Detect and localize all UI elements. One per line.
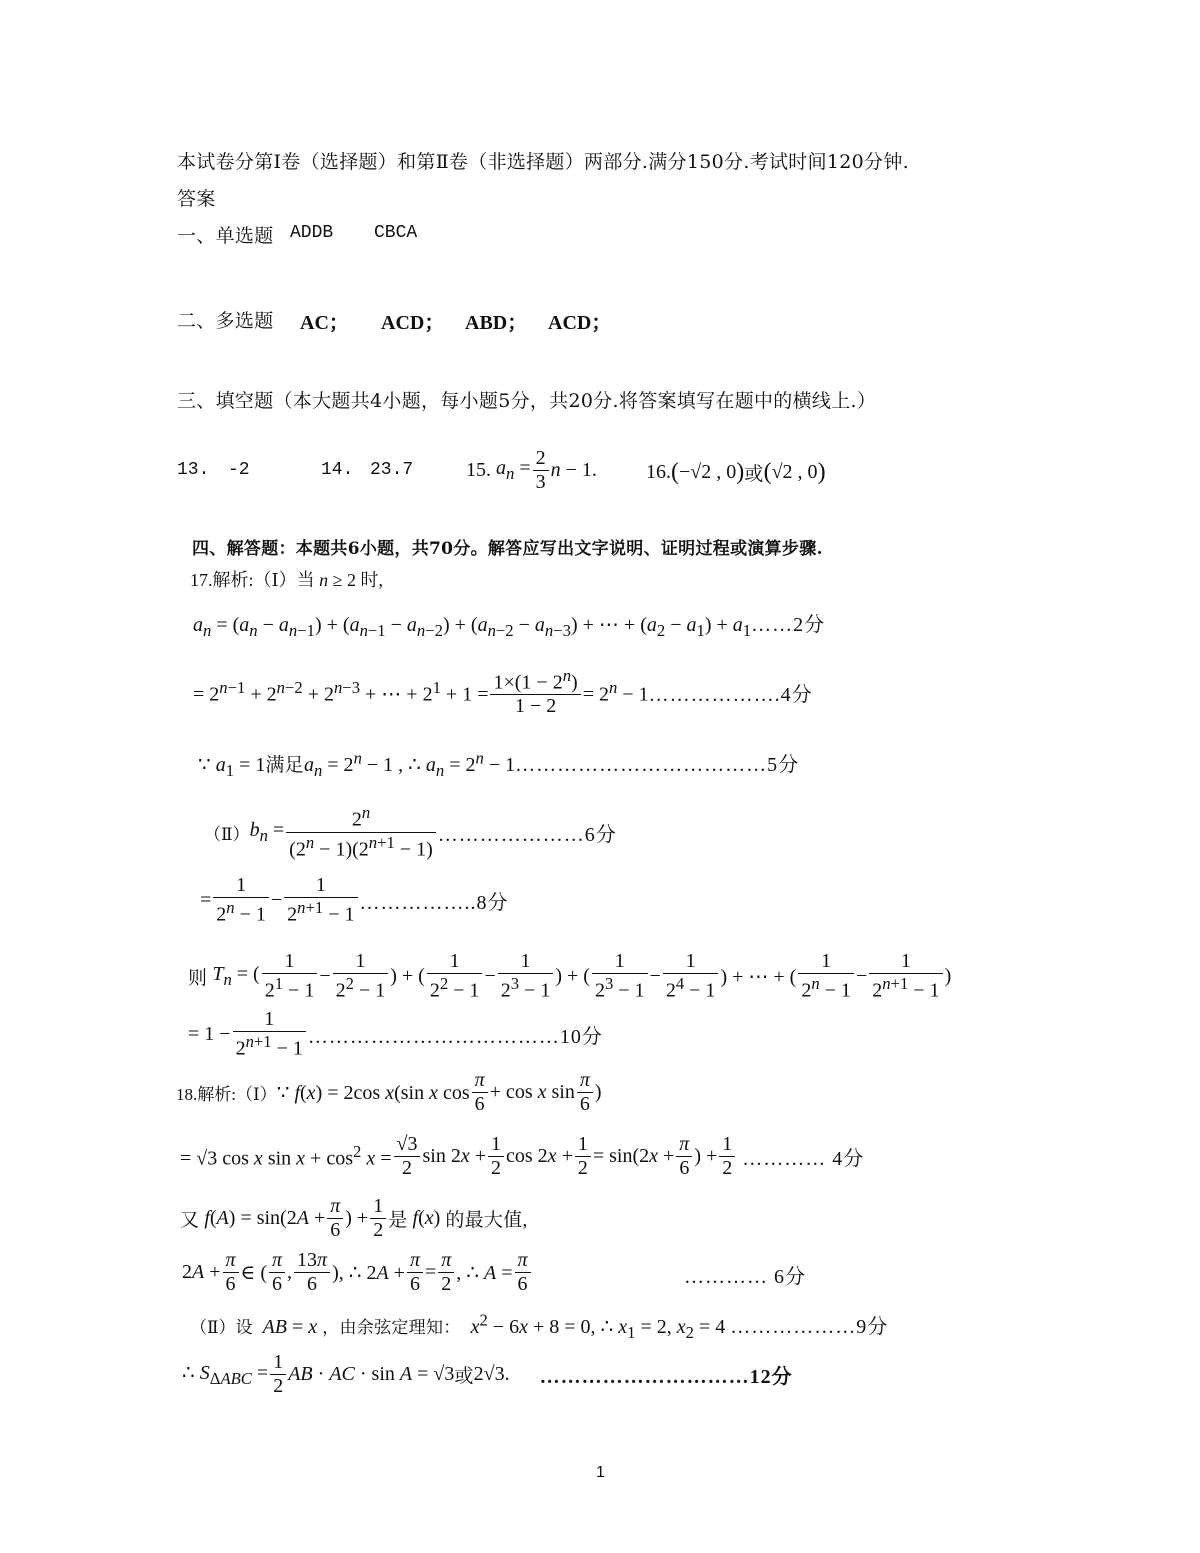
q17-step-5: = $\frac{1}{2^n - 1}$ − $\frac{1}{2^{n+1} - 1}$ ……………..8分 (200, 873, 509, 926)
single-choice-answers-2: CBCA (374, 223, 418, 243)
q18-step-5: （Ⅱ）设 AB = x ，由余弦定理知： $x^2 - 6x + 8 = 0$, ∴ $x_1 = 2$, $x_2 = 4$ ………………9分 (190, 1310, 889, 1342)
q17-step-4: （Ⅱ） $b_n$ = $\frac{2^n}{(2^n - 1)(2^{n+1} - 1)}$ …………………6分 (204, 802, 617, 861)
page-number: 1 (596, 1464, 605, 1481)
q17-step-7-score: ………………………………10分 (307, 1025, 603, 1048)
q15-number: 15. (466, 458, 491, 481)
q17-step-2-score: ……………….4分 (648, 683, 813, 706)
fill-blank-label: 三、填空题（本大题共4小题，每小题5分，共20分.将答案填写在题中的横线上.） (177, 390, 877, 412)
q17-heading: 17.解析:（Ⅰ）当 n ≥ 2 时, (190, 570, 384, 590)
q15-answer: 15. $a_n$ = $\frac{2}{3}$ n − 1. (466, 446, 597, 493)
exam-intro: 本试卷分第Ⅰ卷（选择题）和第Ⅱ卷（非选择题）两部分.满分150分.考试时间120分钟. (177, 151, 909, 173)
q14-answer: 23.7 (370, 460, 414, 480)
q17-step-5-score: ……………..8分 (359, 891, 509, 914)
q13-answer: -2 (228, 460, 250, 480)
q17-step-2: = $2^{n-1} + 2^{n-2} + 2^{n-3}$ + ⋯ + $2^1 + 1$ = $\frac{1\times(1 - 2^n)}{1 - 2}$ = $2^n - 1$ ……………….4分 (193, 665, 813, 718)
multi-choice-label: 二、多选题 (177, 310, 274, 332)
q18-step-2: = √3 cos x $\sin x + \cos^2 x$ = $\frac{√3}{2}$ sin 2x + $\frac{1}{2}$ cos 2x + $\frac{1}{2}$ = sin(2x + $\frac{\pi}{6}$ ) + $\frac{1}{2}$ ………… 4分 (180, 1132, 865, 1179)
multi-choice-answer-12: ACD； (548, 312, 612, 334)
q13-number: 13. (177, 460, 210, 480)
single-choice-label: 一、单选题 (177, 225, 274, 247)
q17-step-1: $a_n = (a_n - a_{n-1}) + (a_{n-1} - a_{n-2}) + (a_{n-2} - a_{n-3})$ + ⋯ + $(a_2 - a_1)$ + $a_1\dots\dots 2$分 (193, 614, 826, 640)
q17-step-1-score: ……2分 (751, 614, 826, 636)
q18-step-6-score: …………………………12分 (539, 1365, 793, 1388)
multi-choice-answer-9: AC； (300, 312, 349, 334)
q17-step-4-score: …………………6分 (437, 823, 617, 846)
q17-step-3: ∵ $a_1 = 1$满足$a_n = 2^n - 1$ , ∴ $a_n = 2^n$ − 1………………………………5分 (198, 748, 800, 780)
q16-answer: 16. ( −√2 , 0 ) 或 ( √2 , 0 ) (646, 458, 826, 485)
q18-step-3: 又 f(A) = sin(2A + $\frac{\pi}{6}$ ) + $\frac{1}{2}$ 是 f(x) 的最大值, (180, 1194, 528, 1241)
q16-number: 16. (646, 460, 671, 483)
single-choice-answers-1: ADDB (290, 223, 334, 243)
multi-choice-answer-11: ABD； (465, 312, 528, 334)
q18-step-6: ∴ $S_{\Delta ABC}$ = $\frac{1}{2}$ AB · AC · sin A = √3 或 2√3. …………………………12分 (182, 1350, 793, 1397)
multi-choice-answer-10: ACD； (381, 312, 445, 334)
q18-step-5-score: ………………9分 (730, 1316, 889, 1338)
answer-heading: 答案 (177, 188, 216, 210)
q18-step-4: 2A + $\frac{\pi}{6}$ ∈ ( $\frac{\pi}{6}$ , $\frac{13\pi}{6}$ ), ∴ 2A + $\frac{\pi}{6}$ = $\frac{\pi}{2}$ , ∴ A = $\frac{\pi}{6}$ (182, 1244, 533, 1300)
q17-step-6: 则 $T_n$ = ( $\frac{1}{2^1 - 1}$ − $\frac{1}{2^2 - 1}$ ) + ( $\frac{1}{2^2 - 1}$ − $\frac{1}{2^3 - 1}$ ) + ( $\frac{1}{2^3 - 1}$ − $\frac{1}{2^4 - 1}$ ) + ⋯ + ( $\frac{1}{2^n - 1}$ − $\frac{1}{2^{n+1} - 1}$ ) (188, 949, 952, 1002)
solution-section-label: 四、解答题：本题共6小题，共70分。解答应写出文字说明、证明过程或演算步骤. (192, 539, 823, 559)
q18-step-1: 18.解析:（Ⅰ） ∵ f(x) = 2cos x(sin x cos $\frac{\pi}{6}$ + cos x sin $\frac{\pi}{6}$ ) (176, 1068, 602, 1115)
q16-or: 或 (744, 463, 764, 485)
q18-step-4-score: ………… 6分 (684, 1266, 806, 1288)
q17-step-7: = 1 − $\frac{1}{2^{n+1} - 1}$ ………………………………10分 (188, 1007, 603, 1060)
q17-step-3-score: ………………………………5分 (515, 754, 800, 776)
q14-number: 14. (321, 460, 354, 480)
q18-step-2-score: ………… 4分 (742, 1147, 865, 1170)
